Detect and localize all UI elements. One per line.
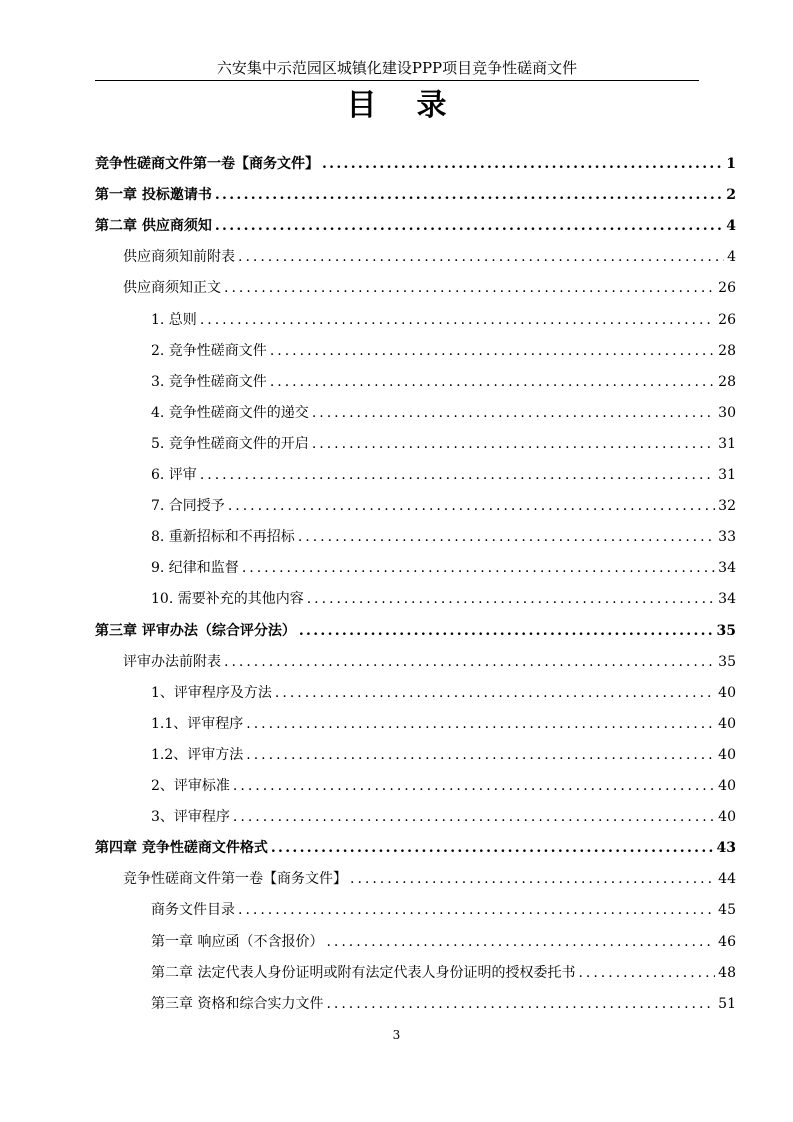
toc-entry-label: 2. 竞争性磋商文件	[151, 342, 267, 359]
toc-entry-label: 评审办法前附表	[123, 653, 221, 670]
toc-entry[interactable]	[95, 214, 736, 238]
toc-entry[interactable]	[151, 494, 736, 518]
toc-entry[interactable]	[151, 930, 736, 954]
toc-entry[interactable]	[151, 525, 736, 549]
toc-entry[interactable]	[151, 463, 736, 487]
toc-entry[interactable]	[151, 712, 736, 736]
toc-entry-label: 3. 竞争性磋商文件	[151, 373, 267, 390]
toc-entry-label: 3、评审程序	[151, 809, 230, 826]
toc-leader-dots	[233, 774, 715, 798]
toc-leader-dots	[270, 339, 715, 363]
toc-entry-label: 2、评审标准	[151, 778, 230, 794]
toc-leader-dots	[200, 308, 715, 332]
toc-entry-page: 31	[718, 435, 736, 452]
toc-entry-page: 40	[718, 715, 736, 732]
toc-entry-page: 35	[718, 653, 736, 670]
toc-entry-page: 48	[718, 964, 736, 981]
toc-leader-dots	[215, 214, 723, 238]
running-header: 六安集中示范园区城镇化建设PPP项目竞争性磋商文件	[216, 59, 578, 77]
toc-entry-page: 26	[718, 280, 736, 297]
toc-entry-page: 44	[718, 871, 736, 888]
toc-entry-page: 4	[726, 218, 736, 235]
toc-entry-page: 46	[718, 933, 736, 950]
toc-entry-page: 1	[726, 156, 736, 172]
toc-leader-dots	[326, 992, 715, 1016]
toc-leader-dots	[246, 712, 715, 736]
toc-entry-label: 1. 总则	[151, 311, 197, 328]
toc-leader-dots	[307, 587, 715, 611]
toc-leader-dots	[312, 401, 715, 425]
toc-entry-page: 40	[718, 778, 736, 794]
page-number: 3	[392, 1028, 401, 1042]
toc-entry-page: 51	[718, 995, 736, 1012]
toc-entry-label: 竞争性磋商文件第一卷【商务文件】	[95, 156, 319, 172]
toc-leader-dots	[228, 494, 715, 518]
toc-entry[interactable]	[123, 245, 736, 269]
toc-entry-label: 10. 需要补充的其他内容	[151, 591, 304, 608]
toc-entry[interactable]	[151, 681, 736, 705]
toc-leader-dots	[326, 930, 715, 954]
toc-entry[interactable]	[151, 961, 736, 985]
toc-entry-label: 竞争性磋商文件第一卷【商务文件】	[123, 871, 347, 888]
toc-entry-page: 28	[718, 373, 736, 390]
toc-leader-dots	[270, 370, 715, 394]
toc-entry[interactable]	[151, 556, 736, 580]
header-rule	[95, 80, 699, 81]
toc-entry-page: 40	[718, 684, 736, 701]
toc-leader-dots	[298, 525, 715, 549]
toc-entry-label: 第二章 法定代表人身份证明或附有法定代表人身份证明的授权委托书	[151, 964, 576, 981]
toc-entry[interactable]	[123, 276, 736, 300]
toc-leader-dots	[242, 556, 715, 580]
toc-entry-label: 第二章 供应商须知	[95, 218, 212, 235]
toc-leader-dots	[200, 463, 715, 487]
toc-entry-page: 40	[718, 746, 736, 763]
toc-entry-label: 1.2、评审方法	[151, 746, 244, 763]
toc-leader-dots	[271, 836, 714, 860]
toc-entry-page: 30	[718, 404, 736, 421]
toc-entry[interactable]	[95, 183, 736, 207]
toc-entry[interactable]	[151, 432, 736, 456]
toc-leader-dots	[224, 650, 715, 674]
toc-entry-label: 9. 纪律和监督	[151, 560, 239, 577]
toc-leader-dots	[578, 961, 715, 985]
toc-entry-label: 供应商须知前附表	[123, 249, 235, 266]
toc-entry-label: 6. 评审	[151, 467, 197, 483]
toc-leader-dots	[350, 867, 715, 891]
toc-leader-dots	[275, 681, 715, 705]
toc-entry-page: 26	[718, 311, 736, 328]
toc-entry-page: 33	[718, 529, 736, 546]
toc-entry[interactable]	[151, 743, 736, 767]
toc-entry-label: 7. 合同授予	[151, 498, 225, 515]
toc-leader-dots	[233, 805, 715, 829]
toc-entry-label: 5. 竞争性磋商文件的开启	[151, 435, 309, 452]
toc-leader-dots	[215, 183, 723, 207]
toc-entry-label: 第一章 响应函（不含报价）	[151, 933, 324, 950]
toc-entry-label: 第三章 评审办法（综合评分法）	[95, 622, 296, 639]
toc-title: 目录	[346, 88, 487, 123]
toc-entry[interactable]	[123, 650, 736, 674]
toc-entry-page: 34	[718, 591, 736, 608]
toc-entry[interactable]	[151, 992, 736, 1016]
toc-entry[interactable]	[151, 774, 736, 798]
toc-entry-page: 40	[718, 809, 736, 826]
toc-entry-page: 4	[727, 249, 736, 266]
toc-entry-page: 28	[718, 342, 736, 359]
toc-entry-label: 4. 竞争性磋商文件的递交	[151, 404, 309, 421]
toc-entry[interactable]	[151, 401, 736, 425]
toc-leader-dots	[224, 276, 715, 300]
toc-entry-page: 34	[718, 560, 736, 577]
toc-leader-dots	[322, 152, 723, 176]
toc-entry[interactable]	[123, 867, 736, 891]
toc-entry-label: 商务文件目录	[151, 902, 235, 919]
toc-entry-page: 35	[716, 622, 736, 639]
toc-entry-label: 第三章 资格和综合实力文件	[151, 995, 324, 1012]
toc-entry[interactable]	[95, 619, 736, 643]
toc-entry-page: 31	[718, 467, 736, 483]
toc-entry[interactable]	[151, 370, 736, 394]
toc-entry[interactable]	[95, 836, 736, 860]
toc-leader-dots	[299, 619, 714, 643]
toc-entry-label: 1、评审程序及方法	[151, 684, 272, 701]
toc-entry[interactable]	[151, 898, 736, 922]
toc-leader-dots	[238, 245, 724, 269]
toc-entry-label: 1.1、评审程序	[151, 715, 244, 732]
toc-leader-dots	[312, 432, 715, 456]
toc-entry-page: 2	[726, 187, 736, 204]
toc-entry[interactable]	[151, 587, 736, 611]
toc-leader-dots	[238, 898, 715, 922]
toc-entry-page: 45	[718, 902, 736, 919]
toc-entry-label: 第一章 投标邀请书	[95, 187, 212, 204]
toc-leader-dots	[246, 743, 715, 767]
toc-entry-label: 8. 重新招标和不再招标	[151, 529, 295, 546]
toc-entry-label: 第四章 竞争性磋商文件格式	[95, 840, 268, 857]
toc-entry[interactable]	[151, 339, 736, 363]
toc-entry[interactable]	[151, 805, 736, 829]
toc-entry[interactable]	[95, 152, 736, 176]
toc-entry-page: 32	[718, 498, 736, 515]
toc-entry-page: 43	[716, 840, 736, 857]
toc-entry-label: 供应商须知正文	[123, 280, 221, 297]
toc-entry[interactable]	[151, 308, 736, 332]
